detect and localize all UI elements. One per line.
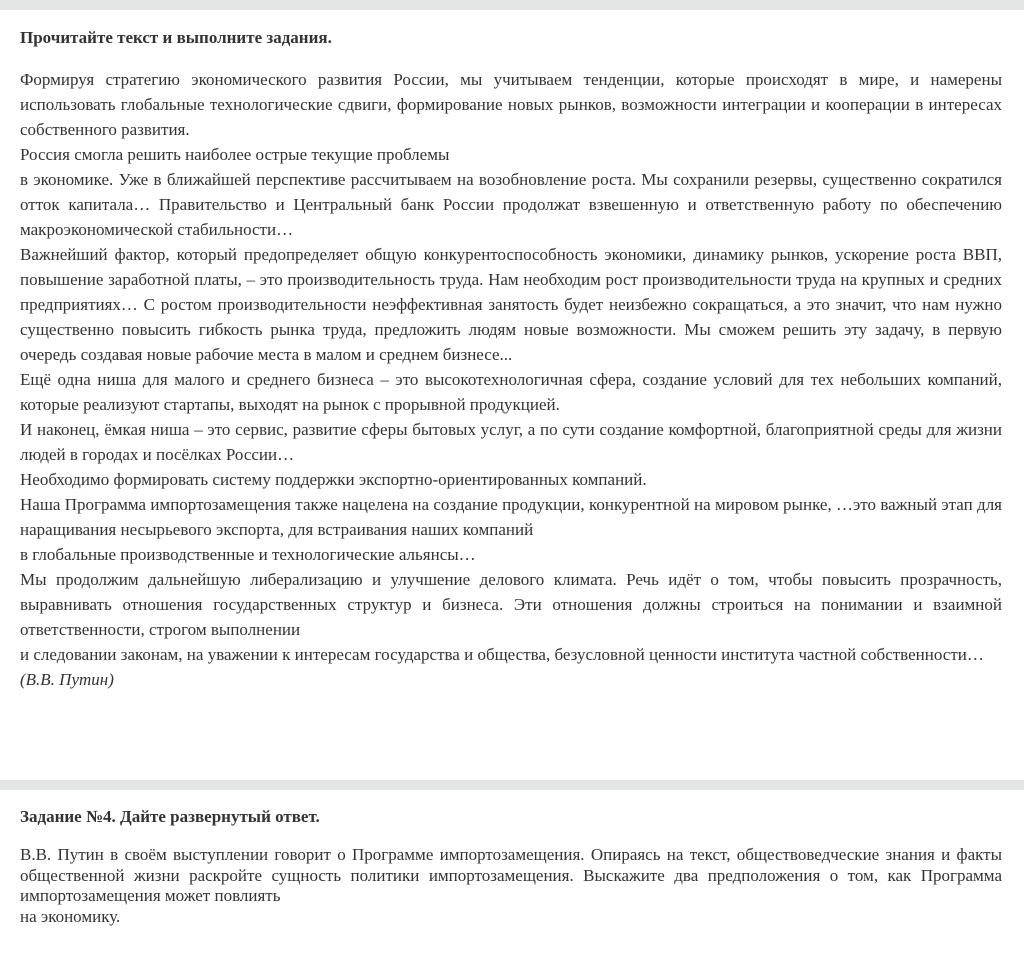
task-description [20,845,1002,927]
section-divider [0,780,1024,790]
paragraph-strategy: Формируя стратегию экономического развития России, мы учитываем тенденции, которые происходят в мире, и намерены использовать глобальные технологические сдвиги, формирование новых рынков, возможности интеграции и кооперации в интересах собственного развития. [20,70,1002,139]
reading-passage [20,67,1002,692]
task-text-ending: на экономику. [20,906,121,926]
paragraph-alliances: в глобальные производственные и технологические альянсы… [20,545,476,564]
paragraph-service: И наконец, ёмкая ниша – это сервис, развитие сферы бытовых услуг, а по сути создание комфортной, благоприятной среды для жизни людей в городах и посёлках России… [20,420,1002,464]
paragraph-liberalization: Мы продолжим дальнейшую либерализацию и улучшение делового климата. Речь идёт о том, чтобы повысить прозрачность, выравнивать отношения государственных структур и бизнеса. Эти отношения должны строиться на понимании и взаимной ответственности, строгом выполнении [20,570,1002,639]
reading-section [20,28,1002,692]
author-attribution: (В.В. Путин) [20,670,114,689]
top-divider [0,0,1024,10]
paragraph-economy: в экономике. Уже в ближайшей перспективе рассчитываем на возобновление роста. Мы сохранили резервы, существенно сократился отток капитала… Правительство и Центральный банк России продолжат взвешенную и ответственную работу по обеспечению макроэкономической стабильности… [20,170,1002,239]
reading-heading: Прочитайте текст и выполните задания. [20,28,332,47]
paragraph-laws: и следовании законам, на уважении к интересам государства и общества, безусловной ценности института частной собственности… [20,645,984,664]
task-text-line: В.В. Путин в своём выступлении говорит о Программе импортозамещения. Опираясь на текст, обществоведческие знания и факты общественной жизни раскройте сущность политики импортозамещения. Выскажите два предположения о том, как Программа импортозамещения может повлиять [20,845,1002,905]
paragraph-hightech: Ещё одна ниша для малого и среднего бизнеса – это высокотехнологичная сфера, создание условий для тех небольших компаний, которые реализуют стартапы, выходят на рынок с прорывной продукцией. [20,370,1002,414]
paragraph-productivity: Важнейший фактор, который предопределяет общую конкурентоспособность экономики, динамику рынков, ускорение роста ВВП, повышение заработной платы, – это производительность труда. Нам необходим рост производительности труда на крупных и средних предприятиях… С ростом производительности неэффективная занятость будет неизбежно сокращаться, а это значит, что нам нужно существенно повысить гибкость рынка труда, предложить людям новые возможности. Мы сможем решить эту задачу, в первую очередь создавая новые рабочие места в малом и среднем бизнесе... [20,245,1002,364]
paragraph-import-substitution: Наша Программа импортозамещения также нацелена на создание продукции, конкурентной на мировом рынке, …это важный этап для наращивания несырьевого экспорта, для встраивания наших компаний [20,495,1002,539]
task-heading: Задание №4. Дайте развернутый ответ. [20,807,320,826]
task-section [20,807,1002,927]
paragraph-problems: Россия смогла решить наиболее острые текущие проблемы [20,145,450,164]
paragraph-export-support: Необходимо формировать систему поддержки экспортно-ориентированных компаний. [20,470,647,489]
